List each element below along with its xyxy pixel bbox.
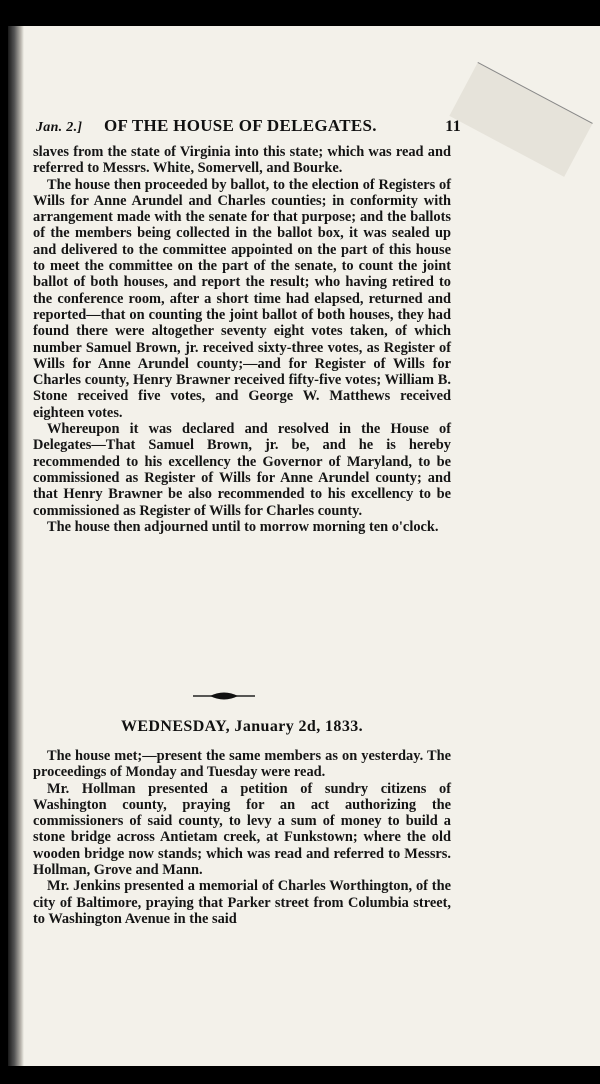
paragraph: Whereupon it was declared and resolved in the House of Delegates—That Samuel Brown, jr. be, and he is hereby recommended to his excellency the Governor of Maryland, to be commissioned as Register of Wills for Anne Arundel county; and that Henry Brawner be also recommended to his excellency to be commissioned as Register of Wills for Charles county. [33, 421, 451, 519]
paragraph: Mr. Hollman presented a petition of sundry citizens of Washington county, praying for an act authorizing the commissioners of said county, to levy a sum of money to build a stone bridge across Antietam creek, at Funkstown; where the old wooden bridge now stands; which was read and referred to Messrs. Hollman, Grove and Mann. [33, 780, 451, 879]
page-number: 11 [445, 118, 461, 135]
scanned-page [8, 26, 600, 1066]
section-divider-ornament [193, 689, 255, 703]
paragraph: The house met;—present the same members as on yesterday. The proceedings of Monday and Tuesday were read. [33, 748, 451, 781]
journal-text-top [33, 144, 451, 535]
day-heading: WEDNESDAY, January 2d, 1833. [120, 718, 364, 735]
paragraph: The house then adjourned until to morrow morning ten o'clock. [47, 518, 439, 535]
folded-corner [449, 62, 592, 177]
running-header [36, 116, 461, 136]
paragraph: slaves from the state of Virginia into this state; which was read and referred to Messrs. White, Somervell, and Bourke. [33, 144, 451, 177]
paragraph: The house then proceeded by ballot, to the election of Registers of Wills for Anne Arundel and Charles counties; in conformity with arrangement made with the senate for that purpose; and the ballots of the members being collected in the ballot box, it was sealed up and delivered to the committee appointed on the part of this house to meet the committee on the part of the senate, to count the joint ballot of both houses, and report the result; who having retired to the conference room, after a short time had elapsed, returned and reported—that on counting the joint ballot of both houses, they had found there were altogether seventy eight votes taken, of which number Samuel Brown, jr. received sixty-three votes, as Register of Wills for Anne Arundel county;—and for Register of Wills for Charles county, Henry Brawner received fifty-five votes; William B. Stone received five votes, and George W. Matthews received eighteen votes. [33, 176, 451, 421]
journal-text-bottom [33, 748, 451, 927]
book-spine-shadow [8, 26, 24, 1066]
header-date: Jan. 2.] [36, 120, 83, 135]
header-title: OF THE HOUSE OF DELEGATES. [104, 116, 377, 135]
paragraph: Mr. Jenkins presented a memorial of Charles Worthington, of the city of Baltimore, praying that Parker street from Columbia street, to Washington Avenue in the said [33, 878, 451, 927]
